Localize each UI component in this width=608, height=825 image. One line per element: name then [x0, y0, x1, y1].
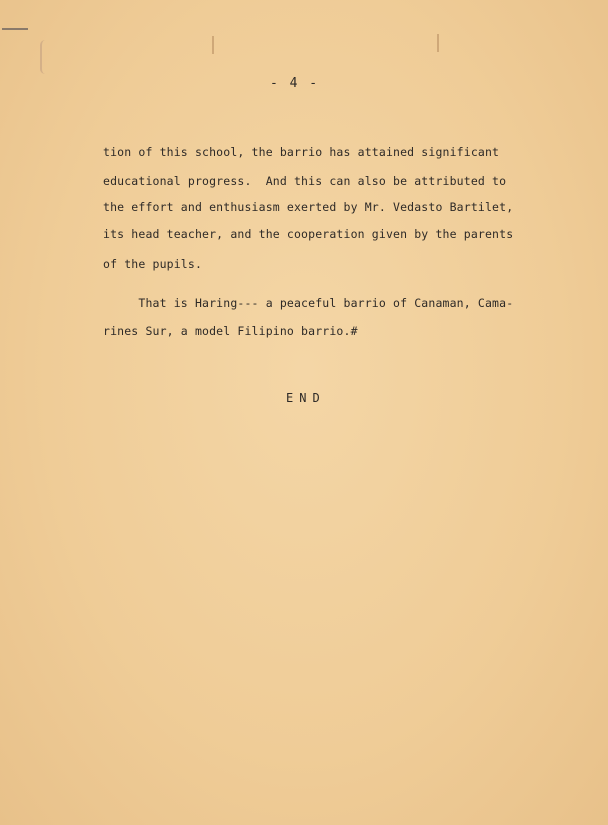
scan-mark	[437, 34, 439, 52]
scan-mark	[212, 36, 214, 54]
body-line: educational progress. And this can also be attributed to	[103, 174, 507, 188]
scan-mark	[2, 28, 28, 30]
body-line: the effort and enthusiasm exerted by Mr. Vedasto Bartilet,	[103, 200, 514, 214]
scan-mark	[40, 40, 50, 74]
body-line: rines Sur, a model Filipino barrio.#	[103, 324, 358, 338]
end-marker: END	[286, 391, 326, 405]
body-line: tion of this school, the barrio has attained significant	[103, 145, 500, 159]
body-line: its head teacher, and the cooperation given by the parents	[103, 227, 514, 241]
body-line: of the pupils.	[103, 257, 203, 271]
page-number: - 4 -	[270, 76, 320, 91]
body-line: That is Haring--- a peaceful barrio of Canaman, Cama-	[103, 296, 514, 310]
